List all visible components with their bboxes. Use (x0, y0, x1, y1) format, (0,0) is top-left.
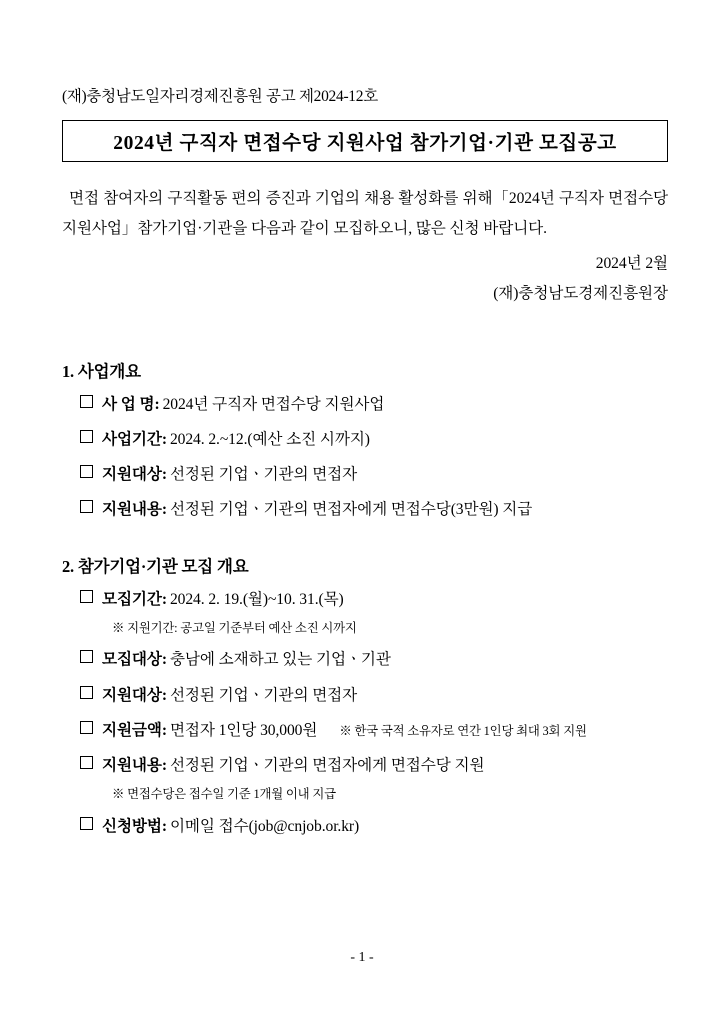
item-value: 이메일 접수(job@cnjob.or.kr) (169, 818, 360, 836)
item-label: 지원대상: (102, 466, 167, 484)
item-note: ※ 지원기간: 공고일 기준부터 예산 소진 시까지 (112, 620, 357, 635)
checkbox-icon (80, 500, 93, 513)
checkbox-icon (80, 590, 93, 603)
section-heading-1: 1. 사업개요 (62, 361, 141, 381)
list-item (62, 462, 668, 487)
checkbox-icon (80, 465, 93, 478)
document-number: (재)충청남도일자리경제진흥원 공고 제2024-12호 (62, 88, 378, 105)
list-item (62, 814, 668, 839)
item-label: 모집대상: (102, 651, 167, 669)
list-item (62, 497, 668, 522)
item-value: 선정된 기업ㆍ기관의 면접자 (169, 466, 358, 484)
checkbox-icon (80, 756, 93, 769)
item-note: ※ 면접수당은 접수일 기준 1개월 이내 지급 (112, 787, 336, 802)
item-value: 충남에 소재하고 있는 기업ㆍ기관 (169, 651, 391, 669)
checkbox-icon (80, 817, 93, 830)
list-item (62, 647, 668, 672)
page-number: - 1 - (350, 950, 374, 965)
item-label: 사 업 명: (102, 395, 160, 413)
item-value: 선정된 기업ㆍ기관의 면접자 (169, 686, 358, 704)
item-label: 지원금액: (102, 721, 167, 739)
issuer-line: (재)충청남도경제진흥원장 (493, 285, 668, 303)
checkbox-icon (80, 430, 93, 443)
item-label: 사업기간: (102, 430, 167, 448)
section-1-items (62, 392, 668, 523)
item-label: 지원대상: (102, 686, 167, 704)
item-label: 지원내용: (102, 501, 167, 519)
page-title: 2024년 구직자 면접수당 지원사업 참가기업·기관 모집공고 (113, 133, 617, 154)
item-label: 모집기간: (102, 590, 167, 608)
list-item (62, 718, 668, 743)
intro-text: 면접 참여자의 구직활동 편의 증진과 기업의 채용 활성화를 위해「2024년 구직자 면접수당 지원사업」참가기업·기관을 다음과 같이 모집하오니, 많은 신청 바랍니다. (62, 190, 668, 238)
list-item (62, 587, 668, 612)
document-title-box (62, 120, 668, 162)
item-label: 신청방법: (102, 818, 167, 836)
intro-paragraph (62, 184, 668, 245)
item-value: 2024. 2. 19.(월)~10. 31.(목) (169, 590, 344, 608)
list-item (62, 427, 668, 452)
checkbox-icon (80, 395, 93, 408)
item-value: 2024년 구직자 면접수당 지원사업 (162, 395, 385, 413)
list-item (62, 683, 668, 708)
item-label: 지원내용: (102, 757, 167, 775)
checkbox-icon (80, 650, 93, 663)
list-item (62, 392, 668, 417)
item-value: 2024. 2.~12.(예산 소진 시까지) (169, 430, 370, 448)
item-value: 면접자 1인당 30,000원 (169, 721, 318, 739)
item-value: 선정된 기업ㆍ기관의 면접자에게 면접수당(3만원) 지급 (169, 501, 533, 519)
list-item (62, 753, 668, 778)
checkbox-icon (80, 721, 93, 734)
item-value: 선정된 기업ㆍ기관의 면접자에게 면접수당 지원 (169, 757, 485, 775)
section-2-items (62, 587, 668, 840)
item-inline-note: ※ 한국 국적 소유자로 연간 1인당 최대 3회 지원 (339, 723, 587, 738)
date-line: 2024년 2월 (595, 254, 668, 272)
section-heading-2: 2. 참가기업·기관 모집 개요 (62, 556, 249, 576)
checkbox-icon (80, 686, 93, 699)
